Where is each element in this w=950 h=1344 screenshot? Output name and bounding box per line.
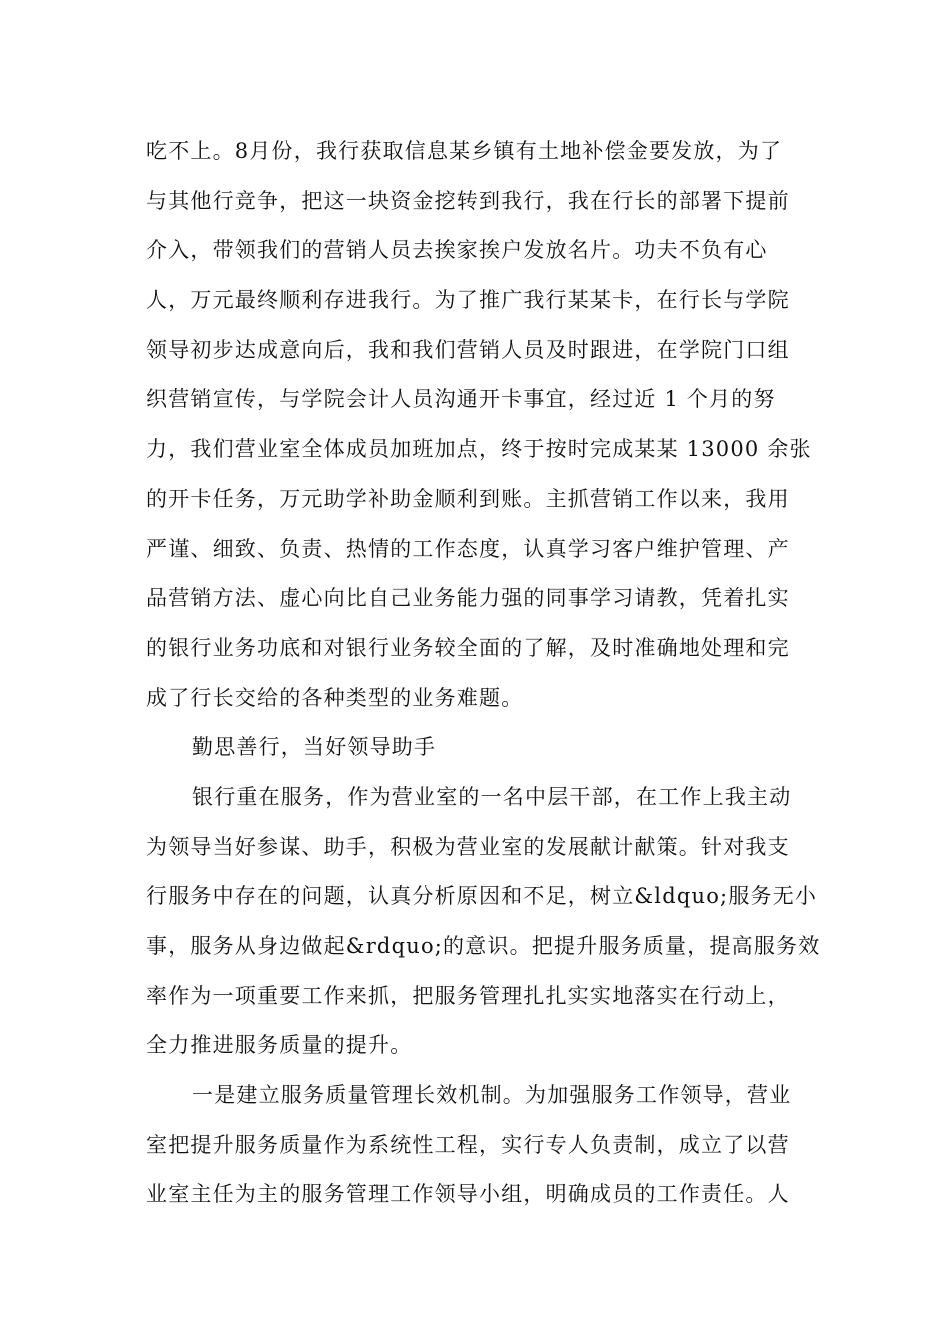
text-line-3: 介入，带领我们的营销人员去挨家挨户发放名片。功夫不负有心 (146, 238, 768, 263)
text-line-7: 力，我们营业室全体成员加班加点，终于按时完成某某 13000 余张 (146, 437, 812, 462)
text-line-10: 品营销方法、虚心向比自己业务能力强的同事学习请教，凭着扎实 (146, 586, 790, 611)
text-line-17: 事，服务从身边做起&rdquo;的意识。把提升服务质量，提高服务效 (146, 934, 821, 958)
text-line-20: 一是建立服务质量管理长效机制。为加强服务工作领导，营业 (192, 1083, 792, 1108)
section-heading: 勤思善行，当好领导助手 (192, 735, 437, 760)
text-line-19: 全力推进服务质量的提升。 (146, 1033, 413, 1058)
text-line-1: 吃不上。8月份，我行获取信息某乡镇有土地补偿金要发放，为了 (146, 139, 783, 163)
text-line-4: 人，万元最终顺利存进我行。为了推广我行某某卡，在行长与学院 (146, 288, 790, 313)
text-line-11: 的银行业务功底和对银行业务较全面的了解，及时准确地处理和完 (146, 635, 790, 660)
text-line-21: 室把提升服务质量作为系统性工程，实行专人负责制，成立了以营 (146, 1132, 790, 1157)
text-line-15: 为领导当好参谋、助手，积极为营业室的发展献计献策。针对我支 (146, 834, 790, 859)
text-line-2: 与其他行竞争，把这一块资金挖转到我行，我在行长的部署下提前 (146, 188, 790, 213)
text-line-12: 成了行长交给的各种类型的业务难题。 (146, 685, 524, 710)
text-line-18: 率作为一项重要工作来抓，把服务管理扎扎实实地落实在行动上， (146, 983, 790, 1008)
text-line-9: 严谨、细致、负责、热情的工作态度，认真学习客户维护管理、产 (146, 536, 790, 561)
document-body (146, 127, 821, 1220)
text-line-14: 银行重在服务，作为营业室的一名中层干部，在工作上我主动 (192, 784, 792, 809)
text-line-16: 行服务中存在的问题，认真分析原因和不足，树立&ldquo;服务无小 (146, 884, 818, 909)
text-line-8: 的开卡任务，万元助学补助金顺利到账。主抓营销工作以来，我用 (146, 486, 790, 511)
text-line-22: 业室主任为主的服务管理工作领导小组，明确成员的工作责任。人 (146, 1182, 790, 1207)
text-line-5: 领导初步达成意向后，我和我们营销人员及时跟进，在学院门口组 (146, 337, 790, 362)
text-line-6: 织营销宣传，与学院会计人员沟通开卡事宜，经过近 1 个月的努 (146, 387, 776, 412)
